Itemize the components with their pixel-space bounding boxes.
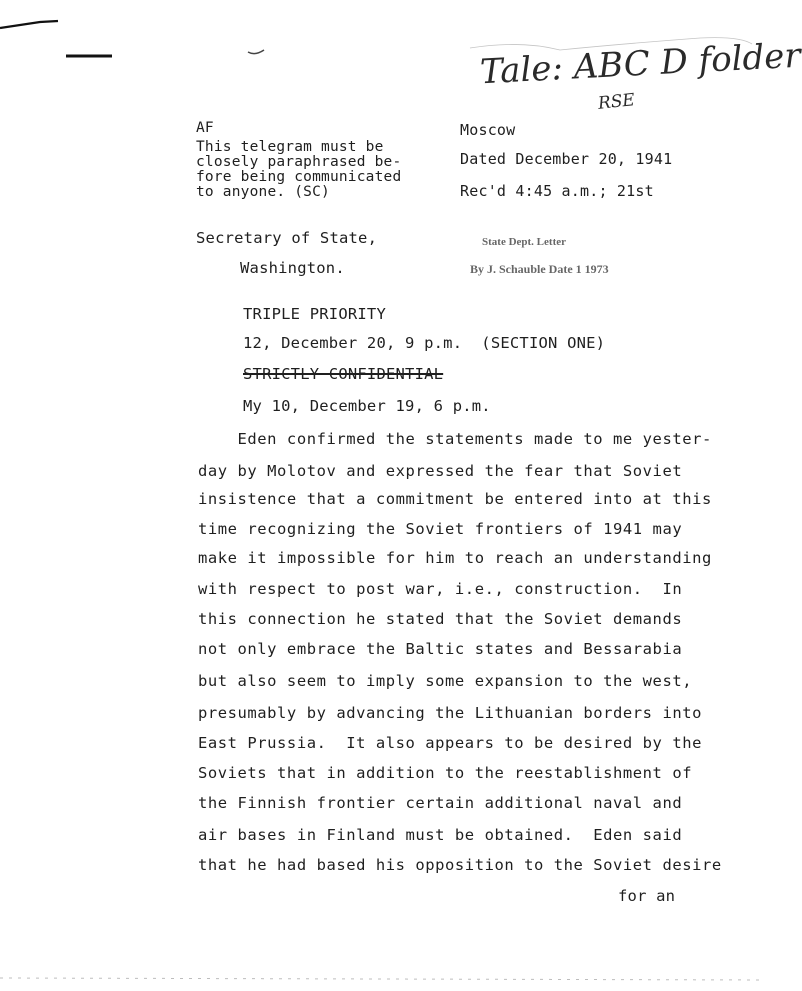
body-line-12: Soviets that in addition to the reestablishment of bbox=[198, 764, 693, 782]
paraphrase-notice-line-2: closely paraphrased be- bbox=[196, 154, 402, 170]
declass-stamp-line-2: By J. Schauble Date 1 1973 bbox=[470, 262, 609, 276]
body-line-10: presumably by advancing the Lithuanian borders into bbox=[198, 704, 702, 722]
body-line-3: insistence that a commitment be entered into at this bbox=[198, 490, 712, 508]
addressee-line-2: Washington. bbox=[240, 259, 345, 277]
handwritten-initials: RSE bbox=[597, 90, 636, 114]
body-line-2: day by Molotov and expressed the fear that Soviet bbox=[198, 462, 683, 480]
body-line-4: time recognizing the Soviet frontiers of 1941 may bbox=[198, 520, 683, 538]
paraphrase-notice-line-4: to anyone. (SC) bbox=[196, 184, 330, 200]
struck-classification: STRICTLY CONFIDENTIAL bbox=[243, 365, 444, 383]
body-line-14: air bases in Finland must be obtained. Eden said bbox=[198, 826, 683, 844]
body-line-8: not only embrace the Baltic states and Bessarabia bbox=[198, 640, 683, 658]
reference-line: My 10, December 19, 6 p.m. bbox=[243, 397, 491, 415]
pen-tick-mark bbox=[248, 50, 264, 54]
continuation-catchword: for an bbox=[618, 887, 676, 905]
body-line-5: make it impossible for him to reach an understanding bbox=[198, 549, 712, 567]
body-line-1: Eden confirmed the statements made to me yester- bbox=[198, 430, 712, 448]
paraphrase-notice-line-1: This telegram must be bbox=[196, 139, 384, 155]
paraphrase-notice-line-3: fore being communicated bbox=[196, 169, 402, 185]
body-line-13: the Finnish frontier certain additional naval and bbox=[198, 794, 683, 812]
handwritten-file-note: Tale: ABC D folder bbox=[479, 35, 802, 93]
body-line-6: with respect to post war, i.e., construction. In bbox=[198, 580, 683, 598]
addressee-line-1: Secretary of State, bbox=[196, 229, 378, 247]
routing-code: AF bbox=[196, 120, 214, 136]
received-line: Rec'd 4:45 a.m.; 21st bbox=[460, 182, 654, 200]
scan-edge-line bbox=[0, 978, 765, 980]
pen-mark-top-left bbox=[0, 21, 58, 28]
body-line-11: East Prussia. It also appears to be desired by the bbox=[198, 734, 702, 752]
declass-stamp-line-1: State Dept. Letter bbox=[482, 236, 566, 248]
priority-line: TRIPLE PRIORITY bbox=[243, 305, 386, 323]
body-line-7: this connection he stated that the Soviet demands bbox=[198, 610, 683, 628]
dated-line: Dated December 20, 1941 bbox=[460, 150, 673, 168]
origin-city: Moscow bbox=[460, 121, 516, 139]
body-line-15: that he had based his opposition to the Soviet desire bbox=[198, 856, 722, 874]
section-line: 12, December 20, 9 p.m. (SECTION ONE) bbox=[243, 334, 606, 352]
body-line-9: but also seem to imply some expansion to the west, bbox=[198, 672, 693, 690]
